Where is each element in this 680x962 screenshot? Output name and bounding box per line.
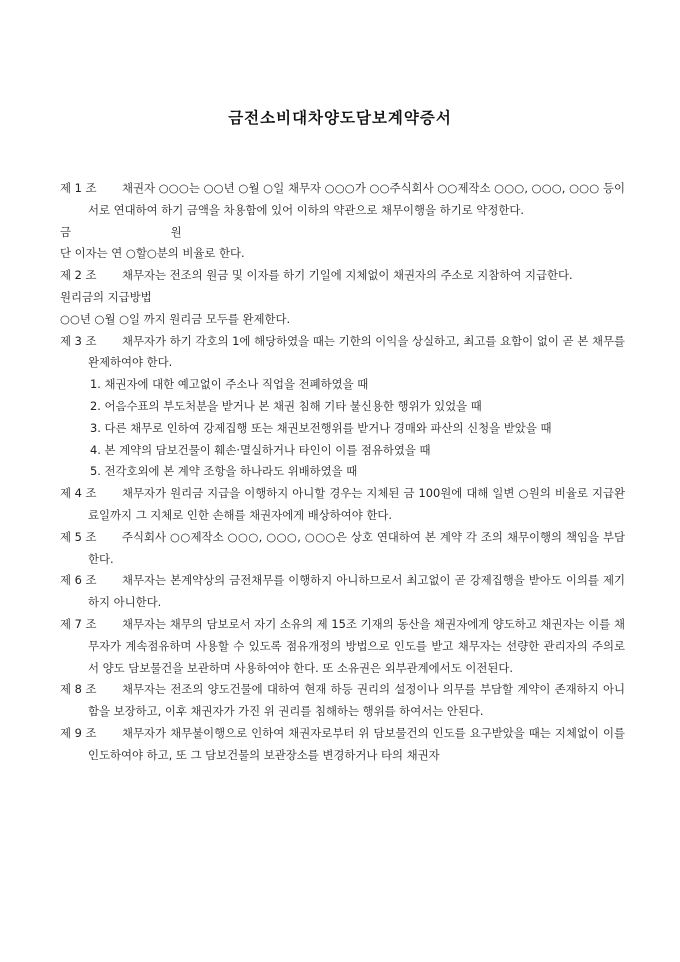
list-item: 3. 다른 채무로 인하여 강제집행 또는 채권보전행위를 받거나 경매와 파산의 신청을 받았을 때 — [90, 420, 552, 435]
article-text: 채무자는 전조의 양도건물에 대하여 현재 하등 권리의 설정이나 의무를 부담할 계약이 존재하지 아니함을 보장하고, 이후 채권자가 가진 위 권리를 침해하는 행위를 하여서는 안된다. — [88, 682, 625, 719]
document-title: 금전소비대차양도담보계약증서 — [228, 108, 452, 127]
article-number: 제 7 조 — [60, 616, 97, 631]
article-number: 제 8 조 — [60, 682, 97, 697]
article-number: 제 2 조 — [60, 268, 97, 283]
article-text: 채권자 ○○○는 ○○년 ○월 ○일 채무자 ○○○가 ○○주식회사 ○○제작소 ○○○, ○○○, ○○○ 등이 서로 연대하여 하기 금액을 차용함에 있어 이하의 약관으로 채무이행을 하기로 약정한다. — [88, 181, 625, 217]
article-number: 제 9 조 — [60, 725, 97, 740]
article-6 — [60, 570, 625, 614]
article-number: 제 5 조 — [60, 529, 97, 544]
article-text: 채무자가 하기 각호의 1에 해당하였을 때는 기한의 이익을 상실하고, 최고를 요함이 없이 곧 본 채무를 완제하여야 한다. — [88, 333, 625, 370]
article-4 — [60, 483, 625, 527]
article-number: 제 3 조 — [60, 333, 97, 348]
article-text: 채무자는 전조의 원금 및 이자를 하기 기일에 지체없이 채권자의 주소로 지참하여 지급한다. — [122, 268, 573, 283]
article-text: 채무자는 본계약상의 금전채무를 이행하지 아니하므로서 최고없이 곧 강제집행을 받아도 이의를 제기하지 아니한다. — [88, 573, 625, 610]
article-1 — [60, 178, 625, 222]
list-item: 4. 본 계약의 담보건물이 훼손·멸실하거나 타인이 이를 점유하였을 때 — [90, 442, 431, 457]
article-8 — [60, 679, 625, 723]
amount-unit: 원 — [170, 224, 182, 239]
article-9 — [60, 723, 625, 767]
list-item: 2. 어음수표의 부도처분을 받거나 본 채권 침해 기타 불신용한 행위가 있었을 때 — [90, 398, 482, 413]
article-text: 채무자가 원리금 지급을 이행하지 아니할 경우는 지체된 금 100원에 대해 일변 ○원의 비율로 지급완료일까지 그 지체로 인한 손해를 채권자에게 배상하여야 한다. — [88, 486, 625, 522]
article-number: 제 1 조 — [60, 181, 97, 195]
article-2 — [60, 265, 625, 287]
article-text: 채무자는 채무의 담보로서 자기 소유의 제 15조 기재의 동산을 채권자에게 양도하고 채권자는 이를 채무자가 계속점유하며 사용할 수 있도록 점유개정의 방법으로 인도를 받고 채무자는 선량한 관리자의 주의로서 양도 담보물건을 보관하며 사용하여야 한다. 또 소유권은 외부관계에서도 이전된다. — [88, 616, 625, 675]
article-text: 채무자가 채무불이행으로 인하여 채권자로부터 위 담보물건의 인도를 요구받았을 때는 지체없이 이를 인도하여야 하고, 또 그 담보건물의 보관장소를 변경하거나 타의 채권자 — [88, 725, 625, 762]
repayment-heading: 원리금의 지급방법 — [60, 289, 152, 304]
article-3 — [60, 331, 625, 375]
list-item: 5. 전각호외에 본 계약 조항을 하나라도 위배하였을 때 — [90, 464, 358, 479]
document-body — [60, 178, 625, 767]
article-number: 제 4 조 — [60, 486, 97, 501]
article-5 — [60, 527, 625, 571]
interest-line: 단 이자는 연 ○할○분의 비율로 한다. — [60, 246, 245, 261]
list-item: 1. 채권자에 대한 예고없이 주소나 직업을 전폐하였을 때 — [90, 377, 369, 392]
amount-label: 금 — [60, 224, 72, 239]
amount-line — [60, 222, 625, 244]
repayment-text: ○○년 ○월 ○일 까지 원리금 모두를 완제한다. — [60, 311, 291, 326]
article-7 — [60, 614, 625, 679]
article-number: 제 6 조 — [60, 573, 97, 588]
article-text: 주식회사 ○○제작소 ○○○, ○○○, ○○○은 상호 연대하여 본 계약 각 조의 채무이행의 책임을 부담한다. — [88, 529, 625, 566]
